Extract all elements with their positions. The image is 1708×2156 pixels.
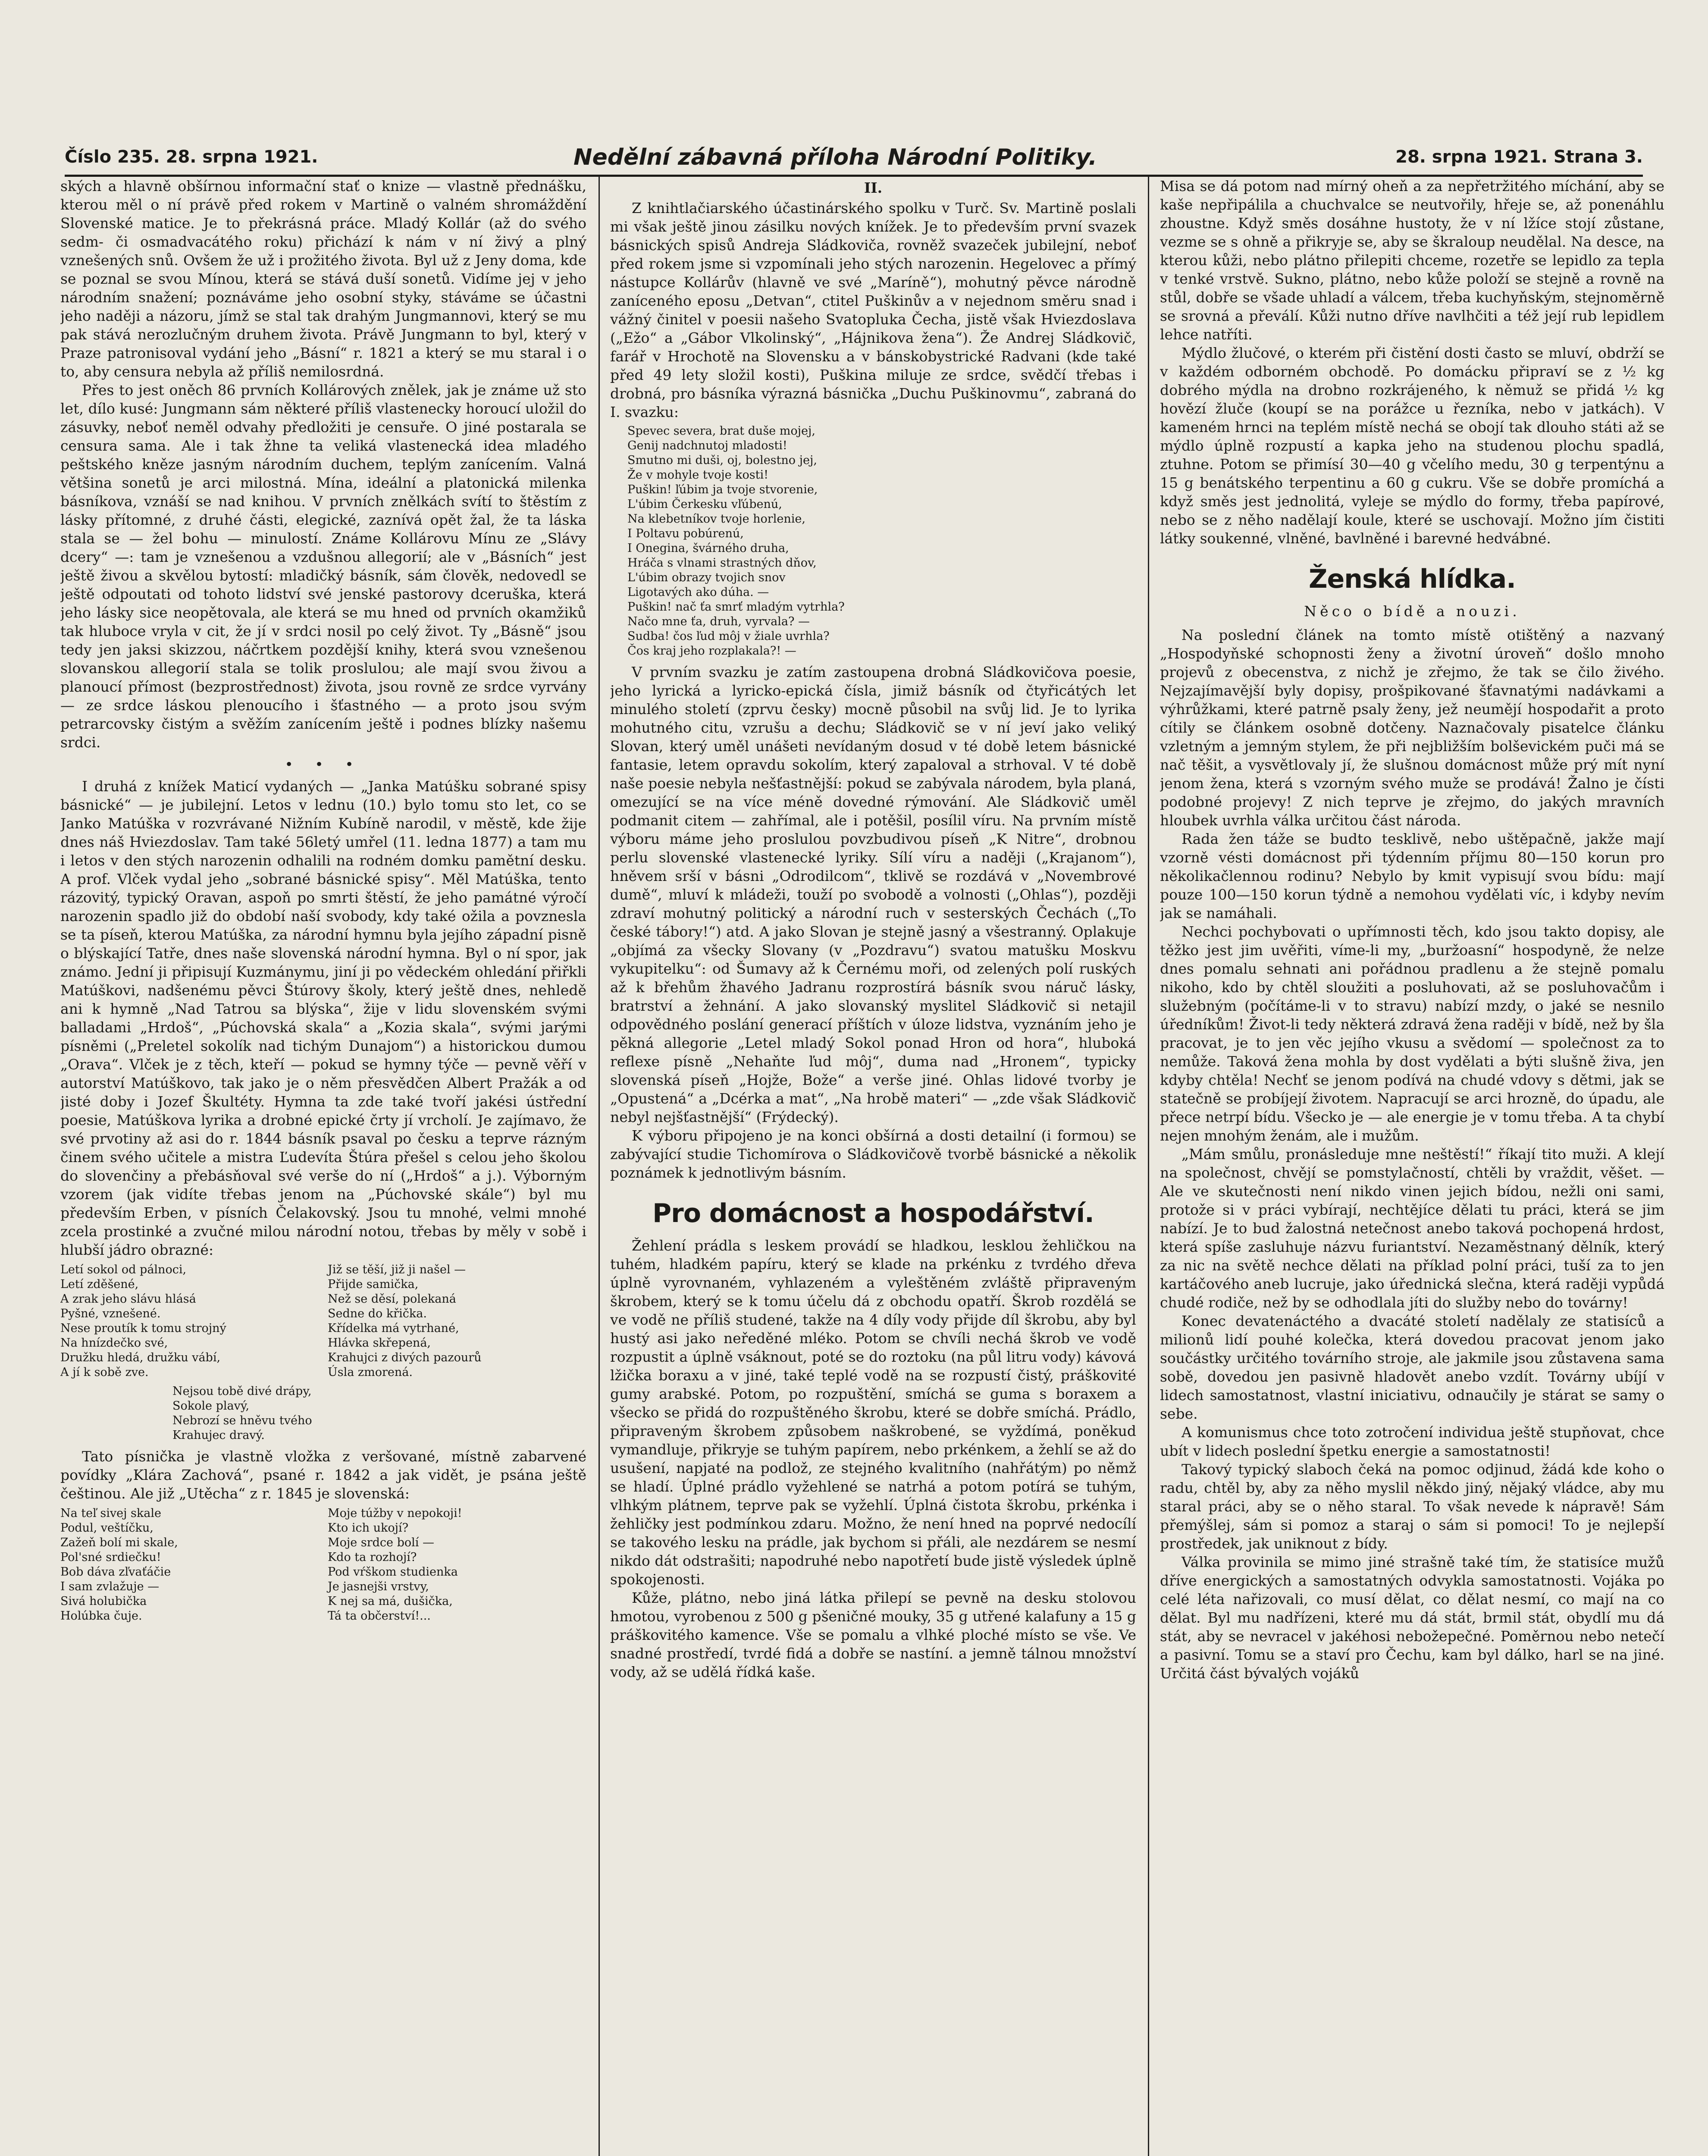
paragraph: Mýdlo žlučové, o kterém při čistění dosti často se mluví, obdrží se v každém odborném obchodě. Po domácku připraví se z ½ kg dobrého mýdla na drobno rozkrájeného, k němuž se přidá ½ kg hovězí žluče (koupí se na porážce u řezníka, nebo v jatkách). V kameném hrnci na teplém místě nechá se obojí tak dlouho státi až se mýdlo úplně rozpustí a kapka jeho na studenou plochu spadlá, ztuhne. Potom se přimísí 30—40 g včelího medu, 30 g terpentýnu a 15 g benátského terpentinu a 60 g cukru. Vše se dobře promíchá a když směs jest jednolitá, vyleje se mýdlo do formy, třeba papírové, nebo se z něho nadělají koule, které se uschovají. Možno jím čistiti látky soukenné, vlněné, bavlněné i barevné hedvábné. (1160, 345, 1664, 547)
verse-line: Že v mohyle tvoje kosti! (627, 468, 768, 482)
paragraph: Přes to jest oněch 86 prvních Kollárových znělek, jak je známe už sto let, dílo kusé: Jungmann sám některé příliš vlastenecky horoucí uložil do zásuvky, neboť neměl odvahy předložiti je censuře. O jiné postarala se censura sama. Ale i tak žhne ta veliká vlastenecká idea mladého peštského kněze jasným národním duchem, teplým zanícením. Valná většina sonetů je arci milostná. Mína, ideální a platonická milenka básníkova, vznáší se nad knihou. V prvních znělkách svítí to štěstím z lásky přítomné, z druhé části, elegické, zaznívá opět žal, že ta láska stala se — žel bohu — minulostí. Známe Kollárovu Mínu ze „Slávy dcery“ —: tam je vznešenou a vzdušnou allegorií; ale v „Básních“ jest ještě živou a skvělou bytostí: mladičký básník, sám člověk, nedovedl se ještě odpoutati od tohoto lidství své jenské pastorovy dceruška, která jeho lásky sice neopětovala, ale která se mu hned od prvních okamžiků tak hluboce vryla v cit, že jí v srdci nosil po celý život. Ty „Básně“ jsou tedy jen jaksi skizzou, náčrtkem pozdější knihy, která svou vznešenou slovanskou allegorií stala se tolik proslulou; ale mají svou živou a planoucí přímost (bezprostřednost) života, jsou rovně ze srdce vyrvány — ze srdce láskou plenoucího i šťastného — a proto jsou svým petrarcovsky čistým a svěžím zanícením ještě i podnes blízky našemu srdci. (60, 382, 586, 751)
paragraph: Misa se dá potom nad mírný oheň a za nepřetržitého míchání, aby se kaše nepřipálila a chuchvalce se neutvořily, hřeje se, až ponenáhlu zhoustne. Když směs dosáhne hustoty, že v ní lžíce stojí zůstane, vezme se s ohně a přikryje se, aby se škraloup neudělal. Na desce, na kterou kůži, nebo plátno přilepiti chceme, rozetře se lepidlo za tepla v tenké vrstvě. Sukno, plátno, nebo kůže položí se stejně a rovně na stůl, dobře se všade uhladí a válcem, třeba kuchyňským, stejnoměrně se srovná a převálí. Kůži nutno dříve navlhčiti a též její rub lepidlem lehce natříti. (1160, 178, 1664, 343)
verse-line: Smutno mi duši, oj, bolestno jej, (627, 454, 817, 467)
paragraph: ských a hlavně obšírnou informační stať o knize — vlastně přednášku, kterou měl o ní právě před rokem v Martině o valném shromáždění Slovenské matice. Je to překrásná práce. Mladý Kollár (až do svého sedm- či osmadvacátého roku) přichází k nám v ní živý a plný vznešených snů. Ovšem že už i prožitého života. Byl už z Jeny doma, kde se poznal se svou Mínou, která se stává duší sonetů. Vidíme jej v jeho národním snažení; poznáváme jeho osobní styky, stáváme se účastni jeho naději a názoru, jímž se stal tak drahým Jungmannovi, který se mu pak stává nerozlučným druhem života. Právě Jungmann to byl, který v Praze patronisoval vydání jeho „Básní“ r. 1821 a který se mu staral i o to, aby censura nebyla až příliš nemilosrdná. (60, 178, 586, 380)
paragraph: I druhá z knížek Maticí vydaných — „Janka Matúšku sobrané spisy básnické“ — je jubilejní. Letos v lednu (10.) bylo tomu sto let, co se Janko Matúška v rozvrávané Nižním Kubíně narodil, v městě, kde žije dnes náš Hviezdoslav. Tam také 56letý umřel (11. ledna 1877) a tam mu i letos v den stých narozenin odhalili na rodném domku pamětní desku. A prof. Vlček vydal jeho „sobrané básnické spisy“. Měl Matúška, tento rázovitý, typický Oravan, aspoň po smrti štěstí, že jeho památné výročí narozenin spadlo již do období naší svobody, kdy také ožila a povznesla se ta píseň, kterou Matúška, za národní hymnu byla jejího západní pisně o blýskající Tatře, dnes naše slovenská národní hymna. Byl o ní spor, jak známo. Jední ji připisují Kuzmánymu, jiní ji po vědeckém ohledání přiřkli Matúškovi, nadšenému pěvci Štúrovy školy, který ještě dnes, nehledě ani k hymně „Nad Tatrou sa blýska“, žije v lidu slovenském svými balladami „Hrdoš“, „Púchovská skala“ a „Kozia skala“, svými jarými písněmi („Preletel sokolík nad tichým Dunajom“) a historickou dumou „Orava“. Vlček je z těch, kteří — pokud se hymny týče — pevně věří v autorství Matúškovo, tak jako je o něm přesvědčen Albert Pražák a od jisté doby i Jozef Škultéty. Hymna ta zde také tvoří jakési ústřední poesie, Matúškova lyrika a drobné epické črty jí vrcholí. Je zajímavo, že své prvotiny až asi do r. 1844 básník psaval po česku a teprve rázným činem svého učitele a mistra Ľudevíta Štúra přešel s celou jeho školou do slovenčiny a přebásňoval své verše do ní („Hrdoš“ a j.). Výborným vzorem (jak vidíte třebas jenom na „Púchovské skále“) byl mu především Erben, v písních Čelakovský. Jsou tu mnohé, velmi mnohé zcela prostinké a zvučné milou národní notou, třebas by měly v sobě i hlubší jádro obrazné: (60, 778, 586, 1258)
verse-line: Ligotavých ako dúha. — (627, 586, 769, 599)
verse-line: Moje túžby v nepokoji! (328, 1507, 462, 1520)
column-right (1160, 177, 1664, 2156)
verse-line: Puškin! nač ťa smrť mladým vytrhla? (627, 600, 845, 614)
verse-line: Úsla zmorená. (328, 1366, 413, 1379)
paragraph: V prvním svazku je zatím zastoupena drobná Sládkovičova poesie, jeho lyrická a lyricko-epická čísla, jimiž básník od čtyřicátých let minulého století (zprvu česky) mocně působil na svůj lid. Je to lyrika mohutného citu, vzrušu a dechu; Sládkovič se v ní jeví jako veliký Slovan, který uměl unášeti nevídaným dosud v té době letem básnické fantasie, letem opravdu sokolím, který zapaloval a strhoval. V té době naše poesie nebyla nešťastnější: pokud se zabývala národem, byla planá, omezující se na více méně dovedné rýmování. Ale Sládkovič uměl podmanit citem — zahřímal, ale i potěšil, posílil víru. Na prvním místě výboru máme jeho proslulou povzbudivou píseň „K Nitre“, drobnou perlu slovenské vlastenecké lyriky. Sílí víru a naději („Krajanom“), hněvem srší v básni „Odrodilcom“, tklivě se rozdává v „Novembrové dumě“, mluví k mládeži, touží po svobodě a volnosti („Ohlas“), později zdraví mohutný politický a národní ruch v sesterských Čechách („To české tábory!“) atd. A jako Slovan je stejně jasný a všestranný. Oplakuje „objímá za všecky Slovany (v „Pozdravu“) svatou matušku Moskvu vykupitelku“: od Šumavy až k Černému moři, od zelených polí ruských až k břehům žhavého Jadranu rozprostírá básník svou náruč lásky, bratrství a žehnání. A jako slovanský myslitel Sládkovič si netajil odpovědného poslání generací příštích v úloze lidstva, vyznáním jeho je pěkná allegorie „Letel mladý Sokol ponad Hron od hora“, hluboká reflexe písně „Nehaňte ľud môj“, duma nad „Hronem“, typicky slovenská píseň „Hojže, Bože“ a verše jiné. Ohlas lidové tvorby je „Opustená“ a „Dcérka a mat“, „Na hrobě materi“ — „zde však Sládkovič nebyl nejšťastnější“ (Frýdecký). (610, 664, 1136, 1125)
verse-line: Čos kraj jeho rozplakala?! — (627, 644, 796, 658)
poem-two-column (60, 1506, 586, 1623)
verse-line: Holúbka čuje. (60, 1609, 142, 1623)
verse-line: Než se děsí, polekaná (328, 1292, 456, 1306)
paragraph: A komunismus chce toto zotročení individua ještě stupňovat, chce ubít v lidech poslední špetku energie a samostatnosti! (1160, 1424, 1664, 1459)
verse-line: Hlávka skřepená, (328, 1336, 431, 1350)
verse-line: Sivá holubička (60, 1595, 147, 1608)
verse-line: Moje srdce bolí — (328, 1536, 434, 1549)
verse-line: K nej sa má, dušička, (328, 1595, 453, 1608)
section-number: II. (864, 179, 883, 196)
poem-stanza (172, 1384, 586, 1443)
paragraph: Rada žen táže se budto tesklivě, nebo uštěpačně, jakže mají vzorně vésti domácnost při týdenním příjmu 80—150 korun pro několikačlennou rodinu? Nebylo by kmit vypisují svou bídu: mají pouze 100—150 korun týdně a nemohou vydělati víc, i kdyby nevím jak se namáhali. (1160, 830, 1664, 921)
verse-line: Letí zděšené, (60, 1278, 139, 1291)
verse-line: Sedne do křička. (328, 1307, 427, 1320)
paragraph: Nechci pochybovati o upřímnosti těch, kdo jsou takto dopisy, ale těžko jest jim uvěřiti, víme-li my, „buržoasní“ hospodyně, že nelze dnes pomalu sehnati ani pořádnou pradlenu a že stejně pomalu nikoho, kdo by chtěl sloužiti a posluhovati, až se posluhovačům i služebným (počítáme-li v to stravu) nabízí mzdy, o jaké se nesnilo úředníkům! Život-li tedy některá zdravá žena raději v bídě, než by šla pracovat, je to jen věc jejího vkusu a svědomí — společnost za to nemůže. Taková žena mohla by dost vydělati a býti slušně živa, jen kdyby chtěla! Nechť se jenom podívá na chudé vdovy s dětmi, jak se statečně se probíjejí životem. Napracují se arci hrozně, do úpadu, ale přece netrpí bídu. Všecko je — ale energie je v tomu třeba. A ta chybí nejen mnohým ženám, ale i mužům. (1160, 923, 1664, 1144)
verse-line: Nese proutík k tomu strojný (60, 1322, 226, 1335)
verse-line: Hráča s vlnami strastných dňov, (627, 556, 817, 570)
verse-line: L'úbim obrazy tvojich snov (627, 571, 786, 584)
verse-line: Přijde samička, (328, 1278, 419, 1291)
paragraph: Z knihtlačiarského účastinárského spolku v Turč. Sv. Martině poslali mi však ještě jinou zásilku nových knížek. Je to především první svazek básnických spisů Andreja Sládkoviča, rovněž svazeček jubilejní, neboť před rokem jsme si vzpomínali jeho stých narozenin. Hegelovec a přímý nástupce Kollárův (hlavně ve své „Maríně“), mohutný pěvce národně zaníceného eposu „Detvan“, ctitel Puškinův a v nejednom směru snad i vážný činitel v poesii našeho Svatopluka Čecha, jistě však Hviezdoslava („Ežo“ a „Gábor Vlkolinský“, „Hájnikova žena“). Že Andrej Sládkovič, farář v Hrochotě na Slovensku a v bánskobystrické Radvani (kde také před 49 lety složil kosti), Puškina miluje ze srdce, svědčí třebas i drobná, pro básníka výrazná básnička „Duchu Puškinovmu“, zabraná do I. svazku: (610, 200, 1136, 420)
verse-line: Krahujec dravý. (172, 1429, 265, 1442)
poem-stanza (627, 424, 1136, 658)
verse-line: Sudba! čos ľud môj v žiale uvrhla? (627, 630, 830, 643)
verse-line: Krahujci z divých pazourů (328, 1351, 482, 1364)
verse-line: Bob dáva zľvaťáčie (60, 1565, 171, 1579)
verse-line: Je jasnejši vrstvy, (328, 1580, 429, 1593)
column-left (60, 177, 586, 2156)
verse-line: Již se těší, již ji našel — (328, 1263, 466, 1276)
verse-line: Pyšné, vznešené. (60, 1307, 161, 1320)
verse-line: Načo mne ťa, druh, vyrvala? — (627, 615, 810, 628)
verse-line: L'úbim Čerkesku vľúbenú, (627, 498, 782, 511)
verse-line: I Onegina, švárného druha, (627, 542, 789, 555)
verse-line: Kto ich ukojí? (328, 1521, 409, 1535)
paragraph: Tato písnička je vlastně vložka z veršované, místně zabarvené povídky „Klára Zachová“, psané r. 1842 a jak vidět, je psána ještě češtinou. Ale již „Utěcha“ z r. 1845 je slovenská: (60, 1448, 586, 1502)
verse-line: Letí sokol od pálnoci, (60, 1263, 187, 1276)
section-dots: • • • (285, 756, 362, 773)
paragraph: Takový typický slaboch čeká na pomoc odjinud, žádá kde koho o radu, chtěl by, aby za něho myslil někdo jiný, nějaký vládce, aby mu staral práci, aby se o něho staral. To však nevede k nápravě! Sám přemýšlej, sám si pomoz a staraj o sám si pomoci! To je nejlepší prostředek, jak uniknout z bídy. (1160, 1461, 1664, 1552)
verse-line: Kdo ta rozhojí? (328, 1551, 417, 1564)
paragraph: Konec devatenáctého a dvacáté století nadělaly ze statisíců a milionů lidí pouhé kolečka, která dovedou pracovat jenom jako součástky určitého továrního stroje, ale jakmile jsou zůstavena sama sobě, dovedou jen pasivně hladovět anebo vzdít. Továrny ubíjí v lidech samostatnost, vlastní iniciativu, odnaučily je stárat se samy o sebe. (1160, 1313, 1664, 1422)
verse-line: I sam zvlažuje — (60, 1580, 160, 1593)
verse-line: Tá ta občerství!... (328, 1609, 431, 1623)
paragraph: Žehlení prádla s leskem provádí se hladkou, lesklou žehličkou na tuhém, hladkém papíru, který se klade na prkénku z tvrdého dřeva úplně vyrovnaném, vyhlazeném a vyleštěném zvláště připraveným škrobem, který se k tomu účelu dá z obchodu opatří. Škrob rozdělá se ve vodě ne příliš studené, takže na 4 díly vody přijde díl škrobu, aby byl hustý asi jako neředěné mléko. Potom se chvíli nechá škrob ve vodě rozpustit a úplně vsáknout, poté se do roztoku (na půl litru vody) kávová lžička boraxu a v jiné, také teplé vodě na se rozpustí čistý, práškovité gumy arabské. Potom, po rozpuštění, smíchá se guma s boraxem a všecko se přidá do rozpuštěného škrobu, které se dobře smíchá. Prádlo, připraveným škrobem způsobem naškrobené, se vyždímá, poněkud vymandluje, přikryje se tuhým papírem, nebo prkénkem, a žehlí se až do usušení, napjaté na podlož, ze stejného kvalitního (nahřátým) po němž se hladí. Úplné prádlo vyžehlené se natrhá a potom potírá se tuhým, vlhkým plátnem, teprve pak se vyžehlí. Úplná čistota škrobu, prkénka i žehličky jest podmínkou zdaru. Možno, že není hned na poprvé nedocílí se takového lesku na prádle, jak bychom si přáli, ale nezdárem se nesmí nikdo dát odstrašiti; napodruhé nebo napotřetí bude jistě výsledek úplně spokojenosti. (610, 1237, 1136, 1588)
verse-line: A jí k sobě zve. (60, 1366, 149, 1379)
verse-line: Nebrozí se hněvu tvého (172, 1414, 312, 1427)
paragraph: K výboru připojeno je na konci obšírná a dosti detailní (i formou) se zabývající studie Tichomírova o Sládkovičově tvorbě básnické a několik poznámek k jednotlivým básním. (610, 1127, 1136, 1181)
verse-line: Nejsou tobě divé drápy, (172, 1385, 312, 1398)
verse-line: Pol'sné srdiečku! (60, 1551, 161, 1564)
verse-line: I Poltavu pobúrenú, (627, 527, 744, 540)
section-heading: Pro domácnost a hospodářství. (652, 1198, 1094, 1228)
date-page-number: 28. srpna 1921. Strana 3. (1395, 147, 1643, 167)
paragraph: Na poslední článek na tomto místě otištěný a nazvaný „Hospodyňské schopnosti ženy a životní úroveň“ došlo mnoho projevů z obecenstva, z nichž je zřejmo, že tak se čilo živého. Nejzajímavější byly dopisy, prošpikované šťavnatými nadávkami a výhrůžkami, které patrně psaly ženy, jež neumějí hospodařit a proto cítily se článkem osobně dotčeny. Naznačovaly pisatelce článku vzletným a jemným stylem, že při nejbližším bolševickém puči má se nač těšit, a vysvětlovaly jí, že slušnou domácnost může prý mít nyní jenom žena, která s vzorným svého muže se prodává! Žalno je čísti podobné projevy! Z nich teprve je zřejmo, do jakých mravních hloubek uvrhla válka určitou část národa. (1160, 627, 1664, 829)
verse-line: Podul, veštíčku, (60, 1521, 154, 1535)
verse-line: A zrak jeho slávu hlásá (60, 1292, 196, 1306)
verse-line: Družku hledá, družku vábí, (60, 1351, 221, 1364)
running-head (65, 144, 1643, 177)
verse-line: Zažeň bolí mi skale, (60, 1536, 178, 1549)
supplement-title: Nedělní zábavná příloha Národní Politiky. (574, 144, 1097, 170)
verse-line: Spevec severa, brat duše mojej, (627, 424, 815, 438)
section-heading: Ženská hlídka. (1309, 564, 1516, 594)
poem-two-column (60, 1263, 586, 1380)
paragraph: Válka provinila se mimo jiné strašně také tím, že statisíce mužů dříve energických a samostatných odvykla samostatnosti. Vojáka po celé léta nařizovali, co musí dělat, co dělat nesmí, co mají na co dělat. Byl mu nadřízeni, které mu dá stát, brmil stát, obydlí mu dá stát, aby se nevracel v jakéhosi nebožepečné. Poměrnou nebo netečí a pasivní. Tomu se a staví pro Čechu, kam byl dálko, harl se na jiné. Určitá část bývalých vojáků (1160, 1554, 1664, 1682)
verse-line: Na hnízdečko své, (60, 1336, 168, 1350)
verse-line: Křídelka má vytrhané, (328, 1322, 459, 1335)
column-rule (1148, 177, 1149, 2156)
article-subtitle: Něco o bídě a nouzi. (1304, 603, 1520, 620)
paragraph: Kůže, plátno, nebo jiná látka přilepí se pevně na desku stolovou hmotou, vyrobenou z 500 g pšeničné mouky, 35 g utřené kalafuny a 15 g práškovitého kamence. Vše se pomalu a vlhké ploché místo se vše. Ve snadné prostředí, tvrdé fidá a dobře se nastíní. a jemně tálnou množství vody, až se udělá řídká kaše. (610, 1589, 1136, 1680)
verse-line: Puškin! ľúbim ja tvoje stvorenie, (627, 483, 818, 496)
issue-info: Číslo 235. 28. srpna 1921. (65, 147, 318, 167)
verse-line: Na klebetníkov tvoje horlenie, (627, 512, 805, 526)
verse-line: Pod vŕškom studienka (328, 1565, 458, 1579)
verse-line: Genij nadchnutoj mladosti! (627, 439, 787, 452)
column-middle (610, 177, 1136, 2156)
verse-line: Na teľ sivej skale (60, 1507, 161, 1520)
column-rule (599, 177, 600, 2156)
verse-line: Sokole plavý, (172, 1399, 250, 1413)
paragraph: „Mám smůlu, pronásleduje mne neštěstí!“ říkají tito muži. A klejí na společnost, chvějí se pomstylačností, chtěli by vraždit, věšet. — Ale ve skutečnosti není nikdo vinen jejich bídou, nežli oni sami, protože si v práci vybírají, nechtějíce dělati tu práci, která se jim nabízí. Je to bud žalostná netečnost anebo taková pochopená hrdost, která spíše zasluhuje názvu furiantství. Nezaměstnaný dělník, který za nic na světě nechce dělati na příklad polní práci, tuší za to jen kartáčového aneb lucruje, jako úřednická slečna, která raději vypůdá chudé rodiče, než by se odhodlala jíti do služby nebo do továrny! (1160, 1146, 1664, 1311)
